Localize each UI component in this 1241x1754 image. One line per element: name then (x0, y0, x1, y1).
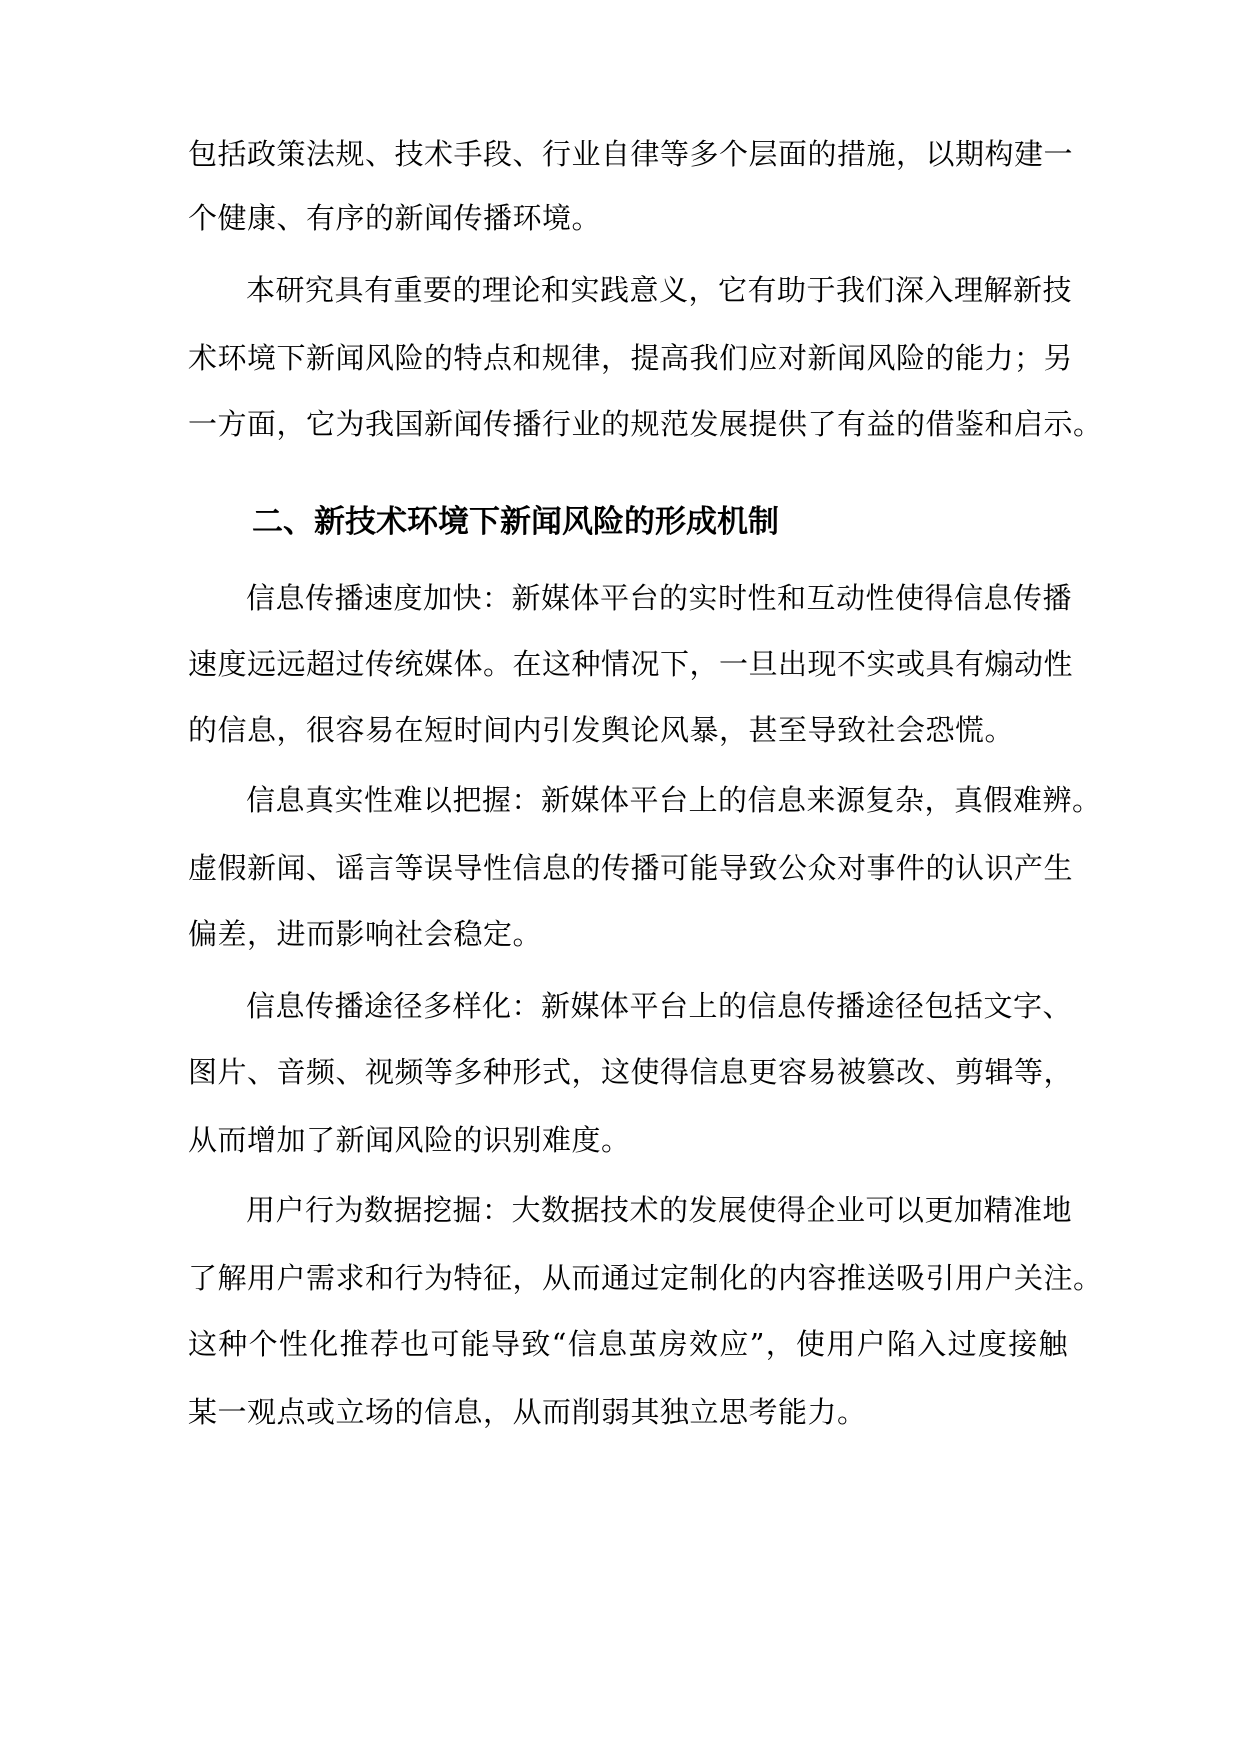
significance-line-1: 本研究具有重要的理论和实践意义，它有助于我们深入理解新技 (246, 273, 1073, 307)
para-mining-line-4: 某一观点或立场的信息，从而削弱其独立思考能力。 (188, 1395, 867, 1429)
para-speed-line-1: 信息传播速度加快：新媒体平台的实时性和互动性使得信息传播 (246, 581, 1073, 615)
significance-line-3: 一方面，它为我国新闻传播行业的规范发展提供了有益的借鉴和启示。 (188, 407, 1103, 441)
significance-line-2: 术环境下新闻风险的特点和规律，提高我们应对新闻风险的能力；另 (188, 341, 1074, 375)
para-truth-line-3: 偏差，进而影响社会稳定。 (188, 917, 543, 951)
para-channels-line-1: 信息传播途径多样化：新媒体平台上的信息传播途径包括文字、 (246, 989, 1073, 1023)
section-heading: 二、新技术环境下新闻风险的形成机制 (252, 504, 779, 540)
para-truth-line-2: 虚假新闻、谣言等误导性信息的传播可能导致公众对事件的认识产生 (188, 851, 1074, 885)
para-speed-line-3: 的信息，很容易在短时间内引发舆论风暴，甚至导致社会恐慌。 (188, 713, 1015, 747)
para-channels-line-2: 图片、音频、视频等多种形式，这使得信息更容易被篡改、剪辑等， (188, 1055, 1074, 1089)
para-mining-line-1: 用户行为数据挖掘：大数据技术的发展使得企业可以更加精准地 (246, 1193, 1073, 1227)
intro-line-2: 个健康、有序的新闻传播环境。 (188, 201, 602, 235)
para-speed-line-2: 速度远远超过传统媒体。在这种情况下，一旦出现不实或具有煽动性 (188, 647, 1074, 681)
para-mining-line-2: 了解用户需求和行为特征，从而通过定制化的内容推送吸引用户关注。 (188, 1261, 1103, 1295)
intro-line-1: 包括政策法规、技术手段、行业自律等多个层面的措施，以期构建一 (188, 137, 1074, 171)
para-channels-line-3: 从而增加了新闻风险的识别难度。 (188, 1123, 631, 1157)
para-mining-line-3: 这种个性化推荐也可能导致“信息茧房效应”，使用户陷入过度接触 (188, 1327, 1068, 1361)
para-truth-line-1: 信息真实性难以把握：新媒体平台上的信息来源复杂，真假难辨。 (246, 783, 1102, 817)
